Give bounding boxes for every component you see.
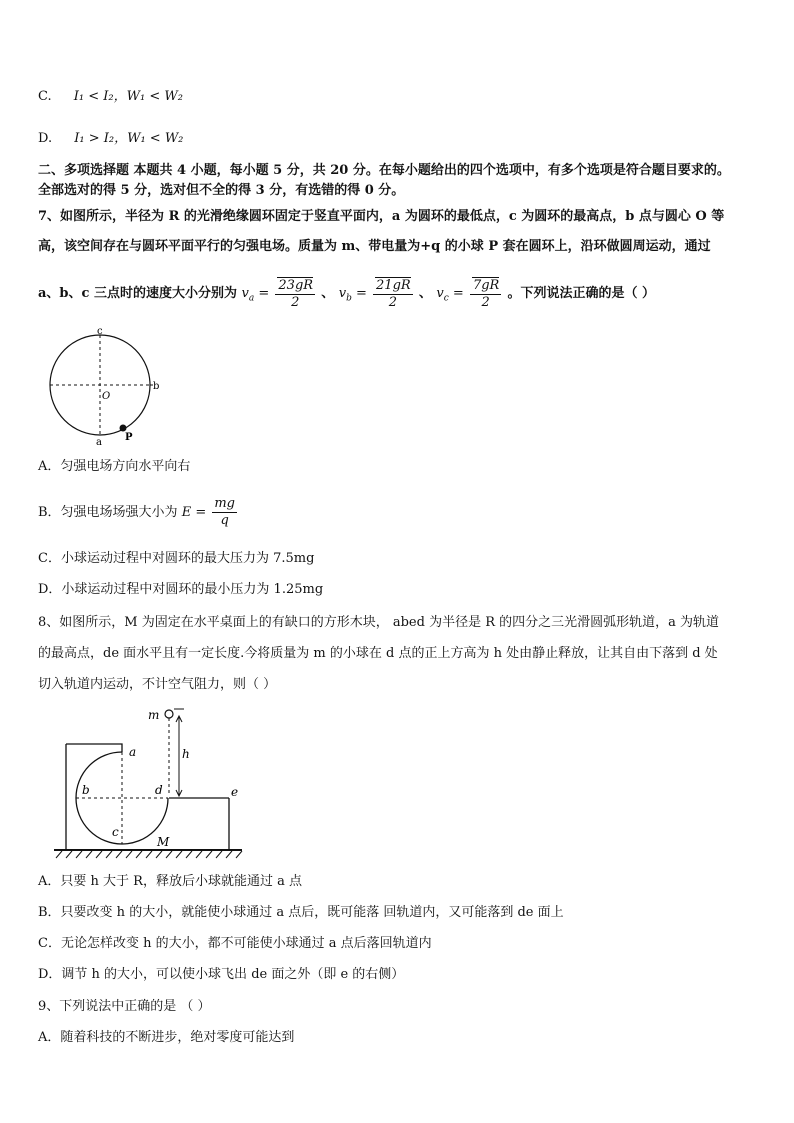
q7-circle-figure [40, 328, 170, 446]
label-b: b [82, 783, 90, 797]
label-e: e [231, 785, 239, 799]
q7-line3-post: 。下列说法正确的是（ ） [507, 286, 655, 301]
label-b: b [153, 381, 160, 392]
q7-option-b-formula: E = $\frac{mg}{q}$ [181, 496, 236, 528]
q6-option-c-text: I₁ < I₂，W₁ < W₂ [73, 89, 183, 104]
option-label: C. [38, 89, 52, 104]
label-p: P [125, 432, 133, 443]
q6-option-d-text: I₁ > I₂，W₁ < W₂ [74, 131, 184, 146]
q7-option-d: D．小球运动过程中对圆环的最小压力为 1.25mg [38, 582, 324, 597]
q6-option-c [38, 88, 183, 106]
q7-line2: 高，该空间存在与圆环平面平行的匀强电场。质量为 m、带电量为+q 的小球 P 套在圆环上，沿环做圆周运动，通过 [38, 239, 711, 254]
section2-line1: 二、多项选择题 本题共 4 小题，每小题 5 分，共 20 分。在每小题给出的四个选项中，有多个选项是符合题目要求的。 [38, 163, 730, 178]
q9-option-a: A．随着科技的不断进步，绝对零度可能达到 [38, 1030, 295, 1045]
label-h: h [182, 747, 190, 761]
q7-option-b [38, 494, 239, 532]
q7-vb: $v_b$ = $\frac{21gR}{2}$ [338, 277, 411, 310]
q8-option-c: C．无论怎样改变 h 的大小，都不可能使小球通过 a 点后落回轨道内 [38, 936, 432, 951]
label-c: c [112, 825, 119, 839]
label-c: c [97, 328, 103, 337]
q8-line2: 的最高点，de 面水平且有一定长度.今将质量为 m 的小球在 d 点的正上方高为 h 处由静止释放，让其自由下落到 d 处 [38, 646, 718, 661]
q7-line3-pre: a、b、c 三点时的速度大小分别为 [38, 286, 237, 301]
option-label: D. [38, 131, 53, 146]
label-M: M [157, 835, 170, 849]
q8-option-b: B．只要改变 h 的大小，就能使小球通过 a 点后，既可能落 回轨道内，又可能落到 de 面上 [38, 905, 564, 920]
q8-track-figure [44, 704, 250, 862]
label-d: d [155, 783, 163, 797]
q6-option-d [38, 130, 183, 148]
label-m: m [148, 708, 160, 722]
q7-line1: 7、如图所示，半径为 R 的光滑绝缘圆环固定于竖直平面内，a 为圆环的最低点，c 为圆环的最高点，b 点与圆心 O 等 [38, 209, 725, 224]
q8-line3: 切入轨道内运动，不计空气阻力，则（ ） [38, 677, 277, 692]
q7-line3: a、b、c 三点时的速度大小分别为 $v_a$ = $\frac{23gR}{2}$ 、 $v_b$ = $\frac{21gR}{2}$ 、 $v_c$ = $\frac{7gR}{2}$ 。下列说法正确的是（ ） [38, 277, 655, 310]
q7-vc: $v_c$ = $\frac{7gR}{2}$ [436, 277, 500, 310]
label-o: O [102, 391, 111, 402]
q8-option-a: A．只要 h 大于 R，释放后小球就能通过 a 点 [38, 874, 302, 889]
q7-va: $v_a$ = $\frac{23gR}{2}$ [241, 277, 314, 310]
section2-line2: 全部选对的得 5 分，选对但不全的得 3 分，有选错的得 0 分。 [38, 183, 405, 198]
q8-option-d: D．调节 h 的大小，可以使小球飞出 de 面之外（即 e 的右侧） [38, 967, 405, 982]
label-a: a [129, 745, 137, 759]
q9-line1: 9、下列说法中正确的是 （ ） [38, 999, 211, 1014]
q7-option-a: A．匀强电场方向水平向右 [38, 459, 191, 474]
q7-option-c: C．小球运动过程中对圆环的最大压力为 7.5mg [38, 551, 315, 566]
label-a: a [96, 437, 102, 446]
q7-option-b-text: B．匀强电场场强大小为 [38, 505, 178, 520]
q8-line1: 8、如图所示，M 为固定在水平桌面上的有缺口的方形木块， abed 为半径是 R 的四分之三光滑圆弧形轨道，a 为轨道 [38, 615, 720, 630]
